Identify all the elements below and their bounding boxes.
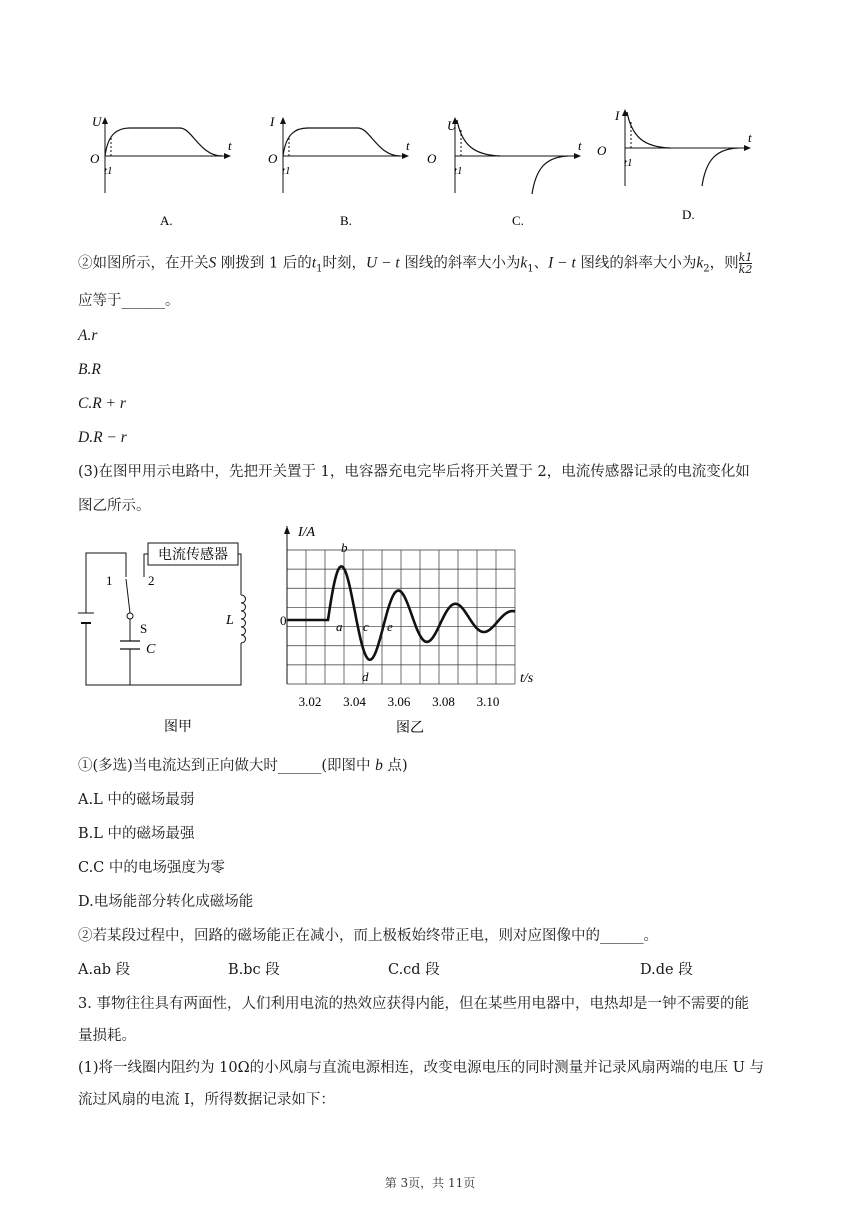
q3-2-option-a: A.ab 段 (78, 962, 131, 978)
q3-2-stem: ②若某段过程中，回路的磁场能正在减小，而上极板始终带正电，则对应图像中的______。 (78, 928, 658, 944)
q3-1-option-c: C.C 中的电场强度为零 (78, 860, 225, 876)
q4-line4: 流过风扇的电流 I，所得数据记录如下： (78, 1092, 335, 1108)
graph-c (427, 118, 582, 228)
graph-b-origin: O (268, 151, 278, 166)
q4-line2: 量损耗。 (78, 1028, 136, 1044)
graph-c-origin: O (427, 151, 437, 166)
current-chart (270, 520, 550, 740)
chart-x-tick: 3.06 (387, 694, 411, 709)
graph-c-caption: C. (512, 213, 524, 228)
q2-stem-line1: ②如图所示，在开关S 刚拨到 1 后的$t_1$时刻，U − t 图线的斜率大小为$k_1$、I − t 图线的斜率大小为$k_2$，则 $\frac{k1}{k2}$ (78, 251, 753, 276)
chart-point-d: d (362, 669, 369, 684)
graph-c-y-label: U (447, 118, 457, 133)
graph-d-tick: t1 (624, 157, 633, 169)
circuit-caption: 图甲 (164, 719, 192, 735)
q3-1-stem: ①(多选)当电流达到正向做大时______(即图中 b 点) (78, 757, 408, 774)
graph-b-tick: t1 (282, 165, 291, 177)
chart-x-tick: 3.02 (298, 694, 322, 709)
circuit-diagram (76, 535, 256, 740)
q3-stem-line2: 图乙所示。 (78, 498, 151, 514)
graph-b-x-label: t (406, 138, 410, 153)
chart-y-label: I/A (298, 525, 316, 540)
graph-a-x-label: t (228, 138, 232, 153)
chart-x-tick: 3.10 (476, 694, 500, 709)
graph-a (90, 114, 232, 228)
chart-zero-label: 0 (280, 613, 287, 628)
q3-1-option-b: B.L 中的磁场最强 (78, 826, 195, 842)
graph-a-caption: A. (160, 213, 173, 228)
graph-d (597, 108, 752, 222)
q3-stem-line1: (3)在图甲用示电路中，先把开关置于 1，电容器充电完毕后将开关置于 2，电流传感器记录的电流变化如 (78, 464, 750, 480)
q3-1-option-a: A.L 中的磁场最弱 (78, 792, 195, 808)
q2-option-c: C.R + r (78, 395, 126, 412)
switch-pos-1: 1 (106, 573, 113, 588)
chart-x-label: t/s (520, 671, 534, 686)
chart-x-tick: 3.04 (343, 694, 366, 709)
graph-d-y-label: I (615, 108, 620, 123)
page-footer: 第 3页，共 11页 (384, 1176, 476, 1190)
chart-x-tick: 3.08 (432, 694, 455, 709)
chart-grid (287, 550, 515, 684)
q3-2-option-b: B.bc 段 (228, 962, 280, 978)
graph-b-caption: B. (340, 213, 352, 228)
chart-point-e: e (387, 619, 393, 634)
q3-1-option-d: D.电场能部分转化成磁场能 (78, 894, 254, 910)
q4-line3: (1)将一线圈内阻约为 10Ω的小风扇与直流电源相连，改变电源电压的同时测量并记录风扇两端的电压 U 与 (78, 1060, 765, 1076)
chart-point-c: c (363, 619, 369, 634)
graph-b (268, 114, 410, 228)
graph-a-origin: O (90, 151, 100, 166)
q2-option-d: D.R − r (78, 429, 127, 446)
q2-option-b: B.R (78, 361, 101, 378)
inductor-label: L (226, 613, 234, 628)
capacitor-label: C (146, 642, 156, 657)
graph-c-tick: t1 (454, 165, 463, 177)
graph-d-caption: D. (682, 207, 695, 222)
graph-d-x-label: t (748, 130, 752, 145)
switch-pos-2: 2 (148, 573, 155, 588)
switch-label: S (140, 621, 148, 636)
q2-option-a: A.r (78, 327, 98, 344)
graph-d-origin: O (597, 143, 607, 158)
k1-over-k2-fraction: $\frac{k1}{k2}$ (738, 251, 753, 276)
chart-caption: 图乙 (396, 720, 424, 736)
chart-point-a: a (336, 619, 343, 634)
q3-2-option-c: C.cd 段 (388, 962, 440, 978)
graph-a-tick: t1 (104, 165, 113, 177)
graph-c-x-label: t (578, 138, 582, 153)
graph-b-y-label: I (270, 114, 275, 129)
chart-point-b: b (341, 540, 348, 555)
q3-2-option-d: D.de 段 (640, 962, 693, 978)
q4-line1: 3. 事物往往具有两面性，人们利用电流的热效应获得内能，但在某些用电器中，电热却是一钟不需要的能 (78, 996, 749, 1012)
answer-graphs (70, 108, 770, 233)
graph-a-y-label: U (92, 114, 102, 129)
q2-stem-line2: 应等于______。 (78, 293, 180, 309)
current-sensor-label: 电流传感器 (158, 547, 228, 563)
